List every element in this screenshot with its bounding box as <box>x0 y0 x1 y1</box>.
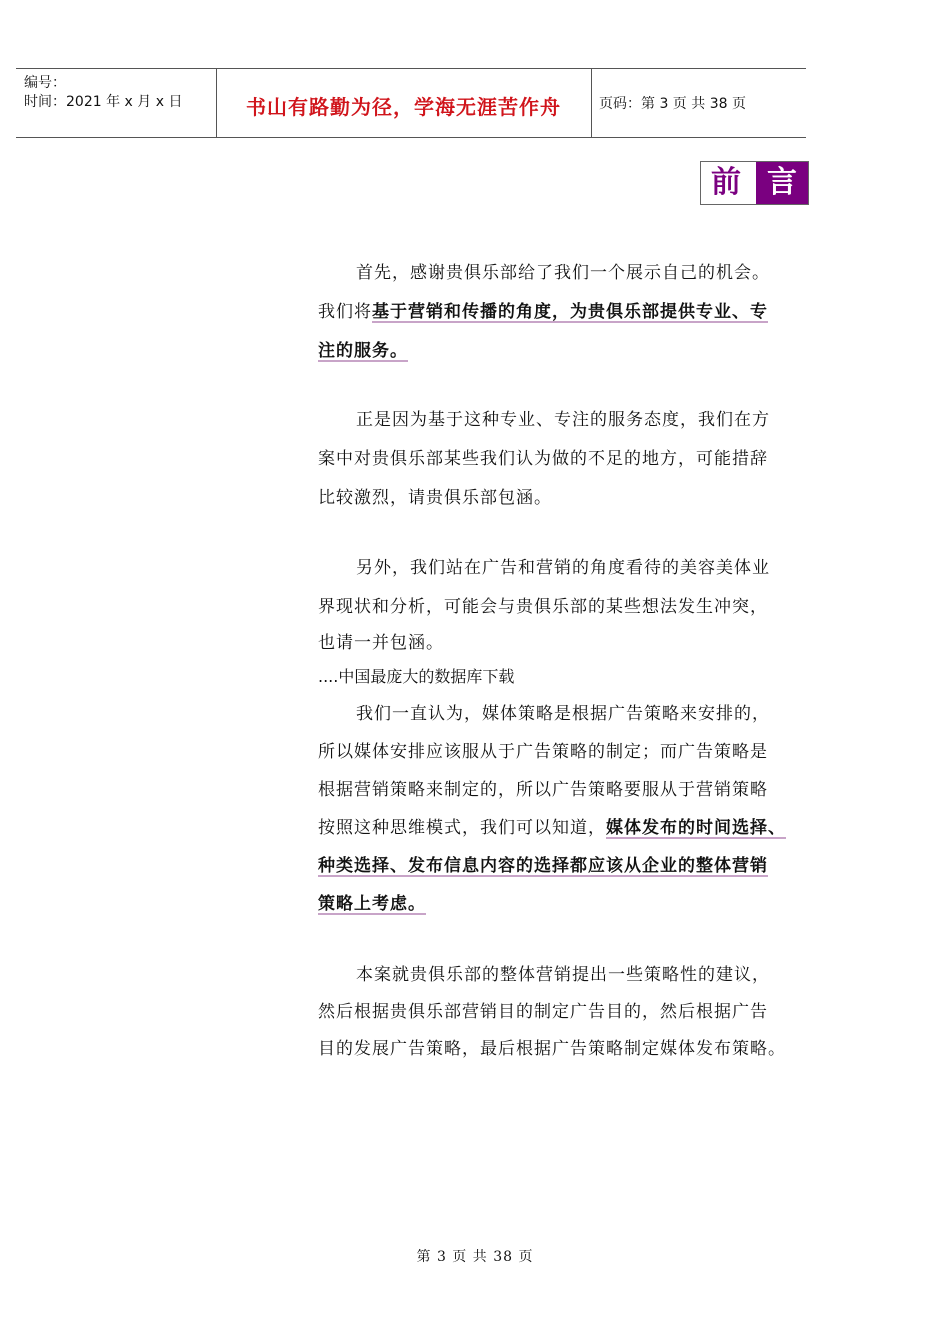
emphasis-text: 媒体发布的时间选择、 <box>606 818 786 838</box>
paragraph-line <box>318 851 768 876</box>
note-line: ....中国最庞大的数据库下载 <box>318 667 515 686</box>
text-run: 我们将 <box>318 302 372 322</box>
motto-text: 书山有路勤为径，学海无涯苦作舟 <box>246 95 561 119</box>
paragraph-line <box>318 336 408 361</box>
paragraph-line: 然后根据贵俱乐部营销目的制定广告目的，然后根据广告 <box>318 1002 768 1022</box>
paragraph-line <box>318 297 768 322</box>
page-info: 页码：第 3 页 共 38 页 <box>599 96 746 112</box>
title-char-1: 前 <box>711 165 741 200</box>
paragraph-line: 首先，感谢贵俱乐部给了我们一个展示自己的机会。 <box>356 263 770 283</box>
section-title <box>700 161 809 205</box>
page-footer: 第 3 页 共 38 页 <box>416 1249 534 1265</box>
text-run: 按照这种思维模式，我们可以知道， <box>318 818 606 838</box>
paragraph-line: 另外，我们站在广告和营销的角度看待的美容美体业 <box>356 558 770 578</box>
paragraph-line: 也请一并包涵。 <box>318 633 444 653</box>
time-label: 时间：2021 年 x 月 x 日 <box>24 94 183 110</box>
paragraph-line: 正是因为基于这种专业、专注的服务态度，我们在方 <box>356 410 770 430</box>
paragraph-line <box>318 813 786 838</box>
paragraph-line: 比较激烈，请贵俱乐部包涵。 <box>318 488 552 508</box>
emphasis-text: 注的服务。 <box>318 341 408 361</box>
emphasis-text: 基于营销和传播的角度，为贵俱乐部提供专业、专 <box>372 302 768 322</box>
paragraph-line: 所以媒体安排应该服从于广告策略的制定；而广告策略是 <box>318 742 768 762</box>
header-motto-cell <box>216 69 592 137</box>
paragraph-line: 案中对贵俱乐部某些我们认为做的不足的地方，可能措辞 <box>318 449 768 469</box>
emphasis-text: 策略上考虑。 <box>318 894 426 914</box>
paragraph-line: 我们一直认为，媒体策略是根据广告策略来安排的， <box>356 704 770 724</box>
paragraph-line: 界现状和分析，可能会与贵俱乐部的某些想法发生冲突， <box>318 597 768 617</box>
paragraph-line: 本案就贵俱乐部的整体营销提出一些策略性的建议， <box>356 965 770 985</box>
page-header <box>16 68 806 138</box>
title-char-2: 言 <box>756 162 808 204</box>
header-page-cell <box>591 69 806 137</box>
paragraph-line: 目的发展广告策略，最后根据广告策略制定媒体发布策略。 <box>318 1039 786 1059</box>
paragraph-line <box>318 889 426 914</box>
paragraph-line: 根据营销策略来制定的，所以广告策略要服从于营销策略 <box>318 780 768 800</box>
emphasis-text: 种类选择、发布信息内容的选择都应该从企业的整体营销 <box>318 856 768 876</box>
header-meta-cell <box>16 69 217 137</box>
doc-number-label: 编号： <box>24 75 66 91</box>
